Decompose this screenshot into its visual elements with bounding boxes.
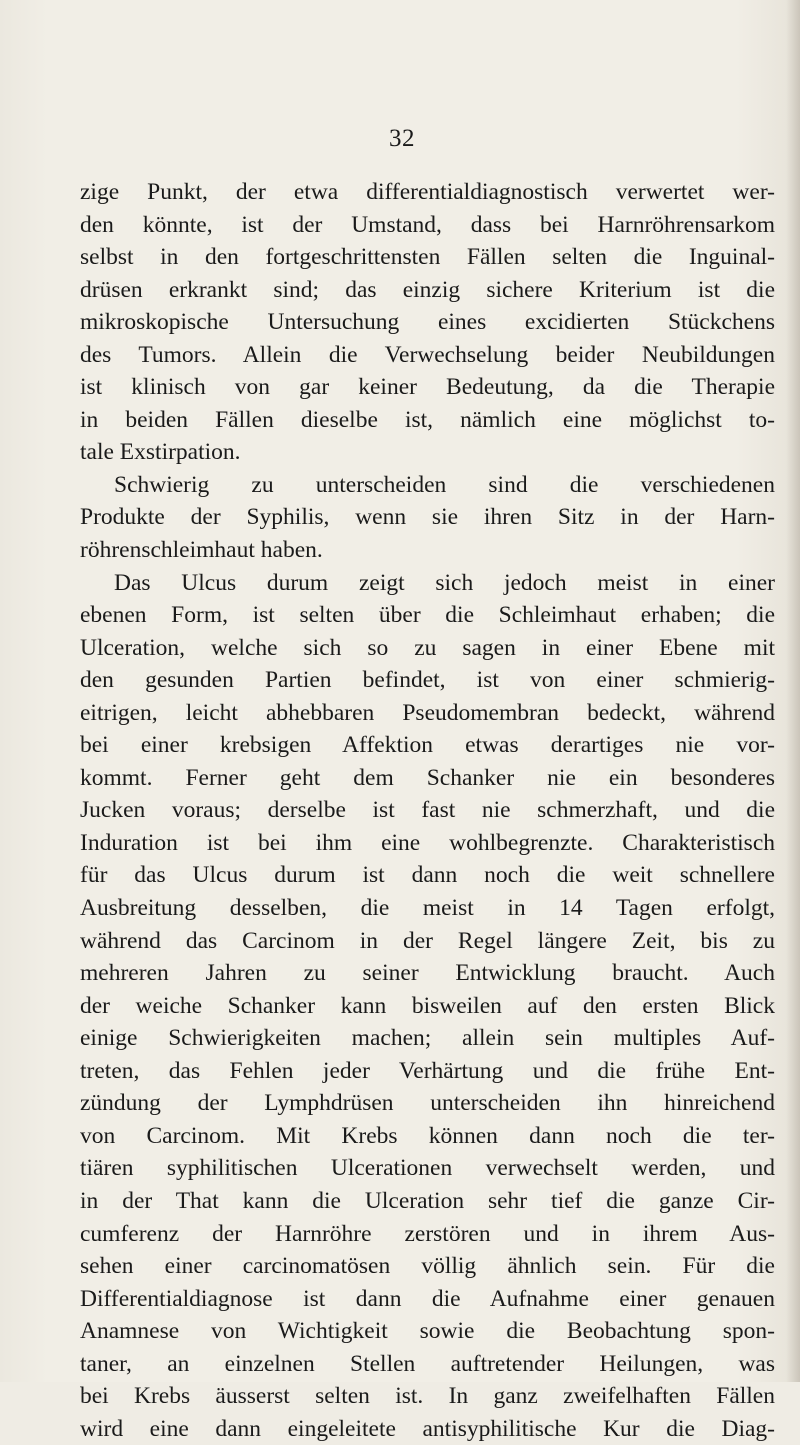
text-line: sehen einer carcinomatösen völlig ähnlich sein. Für die — [80, 1253, 775, 1280]
text-line: bei Krebs äusserst selten ist. In ganz zweifelhaften Fällen — [80, 1383, 775, 1410]
text-line: in beiden Fällen dieselbe ist, nämlich eine möglichst to- — [80, 406, 775, 433]
text-line: wird eine dann eingeleitete antisyphilitische Kur die Diag- — [80, 1415, 775, 1442]
text-line: Ausbreitung desselben, die meist in 14 Tagen erfolgt, — [80, 895, 775, 922]
text-line: mikroskopische Untersuchung eines excidierten Stückchens — [80, 309, 775, 336]
text-line: zige Punkt, der etwa differentialdiagnostisch verwertet wer- — [80, 179, 775, 205]
text-line: der weiche Schanker kann bisweilen auf den ersten Blick — [80, 992, 775, 1019]
text-line: den könnte, ist der Umstand, dass bei Harnröhrensarkom — [80, 211, 775, 238]
text-line: cumferenz der Harnröhre zerstören und in ihrem Aus- — [80, 1220, 775, 1247]
text-line: drüsen erkrankt sind; das einzig sichere Kriterium ist die — [80, 276, 775, 303]
text-line: während das Carcinom in der Regel längere Zeit, bis zu — [80, 927, 775, 954]
text-line: zündung der Lymphdrüsen unterscheiden ihn hinreichend — [80, 1090, 775, 1117]
text-line: treten, das Fehlen jeder Verhärtung und die frühe Ent- — [80, 1057, 775, 1084]
text-line: Ulceration, welche sich so zu sagen in einer Ebene mit — [80, 634, 775, 661]
text-line: röhrenschleimhaut haben. — [80, 537, 323, 564]
text-line: taner, an einzelnen Stellen auftretender Heilungen, was — [80, 1350, 775, 1377]
text-line: Das Ulcus durum zeigt sich jedoch meist in einer — [114, 569, 775, 596]
text-line: Anamnese von Wichtigkeit sowie die Beobachtung spon- — [80, 1318, 775, 1345]
text-line: mehreren Jahren zu seiner Entwicklung braucht. Auch — [80, 960, 775, 987]
page-number: 32 — [389, 125, 415, 152]
text-line: ist klinisch von gar keiner Bedeutung, da die Therapie — [80, 374, 775, 401]
text-line: des Tumors. Allein die Verwechselung beider Neubildungen — [80, 341, 775, 368]
text-line: tiären syphilitischen Ulcerationen verwechselt werden, und — [80, 1155, 775, 1182]
text-line: Differentialdiagnose ist dann die Aufnahme einer genauen — [80, 1285, 775, 1312]
text-line: in der That kann die Ulceration sehr tief die ganze Cir- — [80, 1187, 775, 1214]
text-line: Schwierig zu unterscheiden sind die verschiedenen — [114, 471, 775, 498]
text-line: ebenen Form, ist selten über die Schleimhaut erhaben; die — [80, 602, 775, 629]
text-line: eitrigen, leicht abhebbaren Pseudomembran bedeckt, während — [80, 699, 775, 726]
text-line: bei einer krebsigen Affektion etwas derartiges nie vor- — [80, 732, 775, 759]
body-text — [80, 176, 775, 1445]
text-line: von Carcinom. Mit Krebs können dann noch die ter- — [80, 1122, 775, 1149]
text-line: den gesunden Partien befindet, ist von einer schmierig- — [80, 667, 775, 694]
text-line: Induration ist bei ihm eine wohlbegrenzte. Charakteristisch — [80, 829, 775, 856]
text-line: Jucken voraus; derselbe ist fast nie schmerzhaft, und die — [80, 797, 775, 824]
page-edge-shadow — [786, 0, 800, 1382]
text-line: einige Schwierigkeiten machen; allein sein multiples Auf- — [80, 1025, 775, 1052]
text-line: Produkte der Syphilis, wenn sie ihren Sitz in der Harn- — [80, 504, 775, 531]
text-line: selbst in den fortgeschrittensten Fällen selten die Inguinal- — [80, 244, 775, 271]
text-line: für das Ulcus durum ist dann noch die weit schnellere — [80, 862, 775, 889]
text-line: tale Exstirpation. — [80, 439, 241, 466]
text-line: kommt. Ferner geht dem Schanker nie ein besonderes — [80, 764, 775, 791]
